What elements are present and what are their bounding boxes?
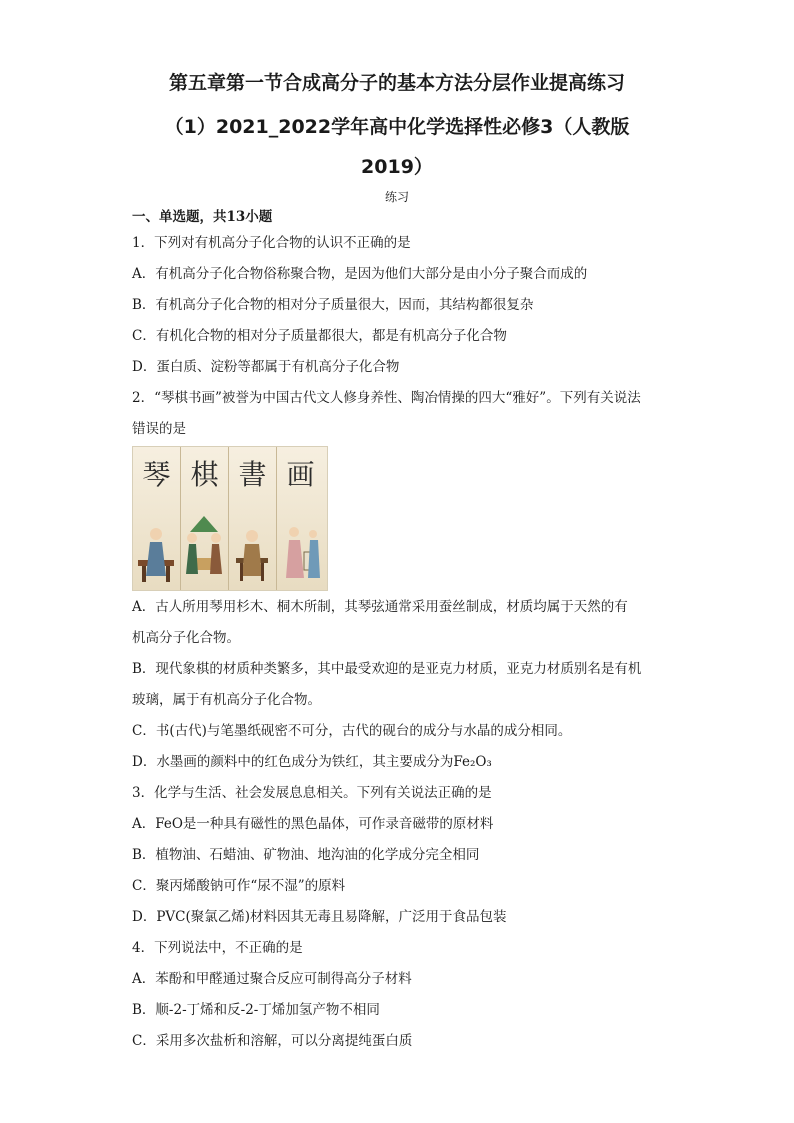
q4-option-b: B．顺-2-丁烯和反-2-丁烯加氢产物不相同 — [132, 1002, 380, 1018]
figure-glyph-hua: 画 — [286, 458, 315, 491]
q2-stem-line-1: 2．“琴棋书画”被誉为中国古代文人修身养性、陶冶情操的四大“雅好”。下列有关说法 — [132, 390, 641, 406]
figure-glyph-qin: 琴 — [142, 458, 171, 491]
q2-stem-line-2: 错误的是 — [132, 421, 186, 437]
document-title-line-2: （1）2021_2022学年高中化学选择性必修3（人教版 — [164, 116, 630, 138]
figure-glyph-qi: 棋 — [190, 458, 219, 491]
q4-stem: 4．下列说法中，不正确的是 — [132, 940, 303, 956]
q2-option-a-line-1: A．古人所用琴用杉木、桐木所制，其琴弦通常采用蚕丝制成，材质均属于天然的有 — [132, 599, 628, 615]
weiqi-players-scene — [184, 514, 224, 584]
q1-stem: 1．下列对有机高分子化合物的认识不正确的是 — [132, 235, 411, 251]
q2-option-c: C．书(古代)与笔墨纸砚密不可分，古代的砚台的成分与水晶的成分相同。 — [132, 723, 572, 739]
figure-panel-qi — [181, 447, 229, 590]
q3-stem: 3．化学与生活、社会发展息息相关。下列有关说法正确的是 — [132, 785, 492, 801]
section-heading: 一、单选题，共13小题 — [132, 209, 273, 225]
q3-option-c: C．聚丙烯酸钠可作“尿不湿”的原料 — [132, 878, 346, 894]
q3-option-a: A．FeO是一种具有磁性的黑色晶体，可作录音磁带的原材料 — [132, 816, 494, 832]
q3-option-b: B．植物油、石蜡油、矿物油、地沟油的化学成分完全相同 — [132, 847, 480, 863]
q2-option-b-line-1: B．现代象棋的材质种类繁多，其中最受欢迎的是亚克力材质，亚克力材质别名是有机 — [132, 661, 642, 677]
painter-scene — [280, 514, 320, 584]
q3-option-d: D．PVC(聚氯乙烯)材料因其无毒且易降解，广泛用于食品包装 — [132, 909, 507, 925]
document-title-line-3: 2019） — [361, 156, 433, 178]
figure-panel-hua — [277, 447, 327, 590]
figure-panel-shu — [229, 447, 277, 590]
q1-option-d: D．蛋白质、淀粉等都属于有机高分子化合物 — [132, 359, 400, 375]
q2-option-a-line-2: 机高分子化合物。 — [132, 630, 240, 646]
document-title-line-1: 第五章第一节合成高分子的基本方法分层作业提高练习 — [168, 72, 625, 94]
q4-option-a: A．苯酚和甲醛通过聚合反应可制得高分子材料 — [132, 971, 412, 987]
q2-option-d: D．水墨画的颜料中的红色成分为铁红，其主要成分为Fe₂O₃ — [132, 754, 492, 770]
q1-option-b: B．有机高分子化合物的相对分子质量很大，因而，其结构都很复杂 — [132, 297, 534, 313]
calligrapher-scene — [232, 514, 272, 584]
q1-option-a: A．有机高分子化合物俗称聚合物，是因为他们大部分是由小分子聚合而成的 — [132, 266, 588, 282]
figure-panel-qin — [133, 447, 181, 590]
qin-qi-shu-hua-illustration — [132, 446, 328, 591]
guqin-player-scene — [136, 514, 176, 584]
figure-glyph-shu: 書 — [238, 458, 267, 491]
q1-option-c: C．有机化合物的相对分子质量都很大，都是有机高分子化合物 — [132, 328, 507, 344]
q4-option-c: C．采用多次盐析和溶解，可以分离提纯蛋白质 — [132, 1033, 413, 1049]
q2-option-b-line-2: 玻璃，属于有机高分子化合物。 — [132, 692, 321, 708]
document-subtitle: 练习 — [384, 190, 409, 204]
